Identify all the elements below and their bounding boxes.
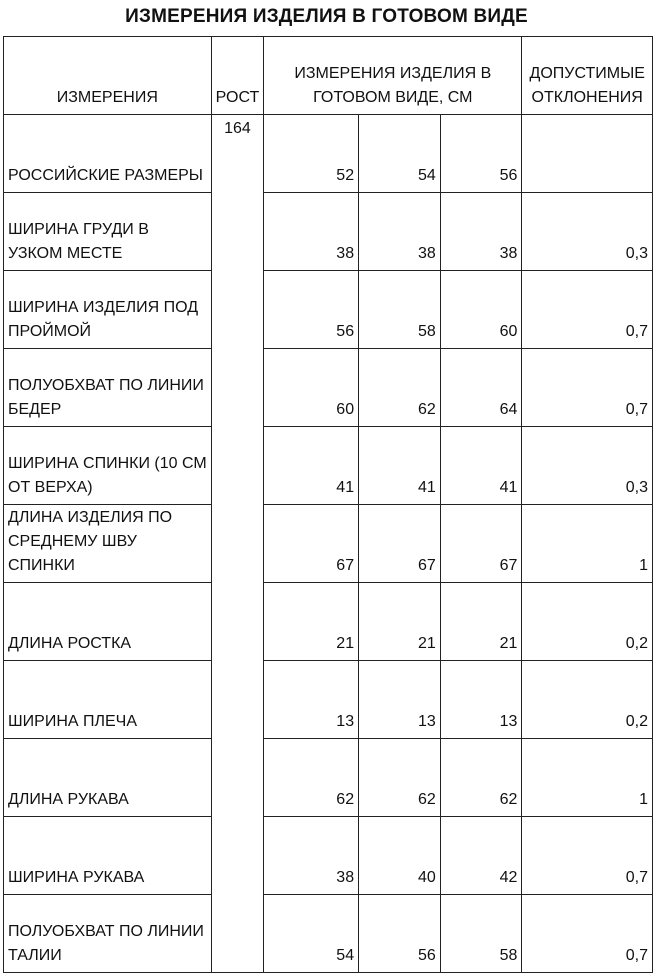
table-row [4, 427, 653, 505]
row-value-1: 52 [264, 115, 359, 193]
row-value-1: 54 [264, 895, 359, 973]
row-tolerance: 1 [522, 505, 653, 583]
header-row [4, 37, 653, 115]
row-tolerance: 0,3 [522, 193, 653, 271]
row-tolerance: 0,7 [522, 271, 653, 349]
row-name: ШИРИНА ПЛЕЧА [4, 661, 212, 739]
row-name: ДЛИНА РОСТКА [4, 583, 212, 661]
row-value-1: 38 [264, 193, 359, 271]
row-value-3: 21 [440, 583, 522, 661]
row-value-3: 42 [440, 817, 522, 895]
table-row [4, 817, 653, 895]
row-value-1: 56 [264, 271, 359, 349]
row-tolerance: 0,3 [522, 427, 653, 505]
row-value-2: 41 [359, 427, 441, 505]
table-row [4, 193, 653, 271]
header-measurements: ИЗМЕРЕНИЯ [4, 37, 212, 115]
row-name: ШИРИНА ИЗДЕЛИЯ ПОД ПРОЙМОЙ [4, 271, 212, 349]
row-value-2: 38 [359, 193, 441, 271]
row-value-2: 40 [359, 817, 441, 895]
row-value-1: 60 [264, 349, 359, 427]
row-value-1: 38 [264, 817, 359, 895]
row-value-3: 41 [440, 427, 522, 505]
row-value-2: 54 [359, 115, 441, 193]
row-name: ПОЛУОБХВАТ ПО ЛИНИИ БЕДЕР [4, 349, 212, 427]
table-row [4, 271, 653, 349]
row-value-3: 60 [440, 271, 522, 349]
row-value-3: 67 [440, 505, 522, 583]
row-value-3: 58 [440, 895, 522, 973]
page-title: ИЗМЕРЕНИЯ ИЗДЕЛИЯ В ГОТОВОМ ВИДЕ [125, 6, 528, 27]
row-value-2: 21 [359, 583, 441, 661]
row-value-1: 21 [264, 583, 359, 661]
row-tolerance: 0,2 [522, 583, 653, 661]
row-value-2: 67 [359, 505, 441, 583]
table-row [4, 115, 653, 193]
row-value-2: 62 [359, 739, 441, 817]
header-tolerance: ДОПУСТИМЫЕ ОТКЛОНЕНИЯ [522, 37, 653, 115]
header-height: РОСТ [211, 37, 264, 115]
row-tolerance: 1 [522, 739, 653, 817]
row-name: ДЛИНА ИЗДЕЛИЯ ПО СРЕДНЕМУ ШВУ СПИНКИ [4, 505, 212, 583]
row-tolerance: 0,7 [522, 349, 653, 427]
row-value-1: 67 [264, 505, 359, 583]
row-value-1: 41 [264, 427, 359, 505]
row-tolerance [522, 115, 653, 193]
row-name: ШИРИНА ГРУДИ В УЗКОМ МЕСТЕ [4, 193, 212, 271]
row-value-3: 64 [440, 349, 522, 427]
table-row [4, 661, 653, 739]
table-row [4, 505, 653, 583]
row-name: ШИРИНА СПИНКИ (10 СМ ОТ ВЕРХА) [4, 427, 212, 505]
row-tolerance: 0,7 [522, 895, 653, 973]
row-name: ШИРИНА РУКАВА [4, 817, 212, 895]
row-value-2: 56 [359, 895, 441, 973]
table-row [4, 895, 653, 973]
table-row [4, 739, 653, 817]
row-name: ДЛИНА РУКАВА [4, 739, 212, 817]
header-finished-measurements: ИЗМЕРЕНИЯ ИЗДЕЛИЯ В ГОТОВОМ ВИДЕ, СМ [264, 37, 522, 115]
row-value-1: 62 [264, 739, 359, 817]
row-value-2: 58 [359, 271, 441, 349]
row-name: ПОЛУОБХВАТ ПО ЛИНИИ ТАЛИИ [4, 895, 212, 973]
row-value-2: 62 [359, 349, 441, 427]
row-tolerance: 0,7 [522, 817, 653, 895]
table-row [4, 583, 653, 661]
row-value-3: 56 [440, 115, 522, 193]
row-value-1: 13 [264, 661, 359, 739]
measurements-table [3, 36, 653, 973]
row-value-3: 62 [440, 739, 522, 817]
row-value-2: 13 [359, 661, 441, 739]
table-row [4, 349, 653, 427]
row-tolerance: 0,2 [522, 661, 653, 739]
row-value-3: 13 [440, 661, 522, 739]
height-value: 164 [211, 115, 264, 973]
row-value-3: 38 [440, 193, 522, 271]
row-name: РОССИЙСКИЕ РАЗМЕРЫ [4, 115, 212, 193]
